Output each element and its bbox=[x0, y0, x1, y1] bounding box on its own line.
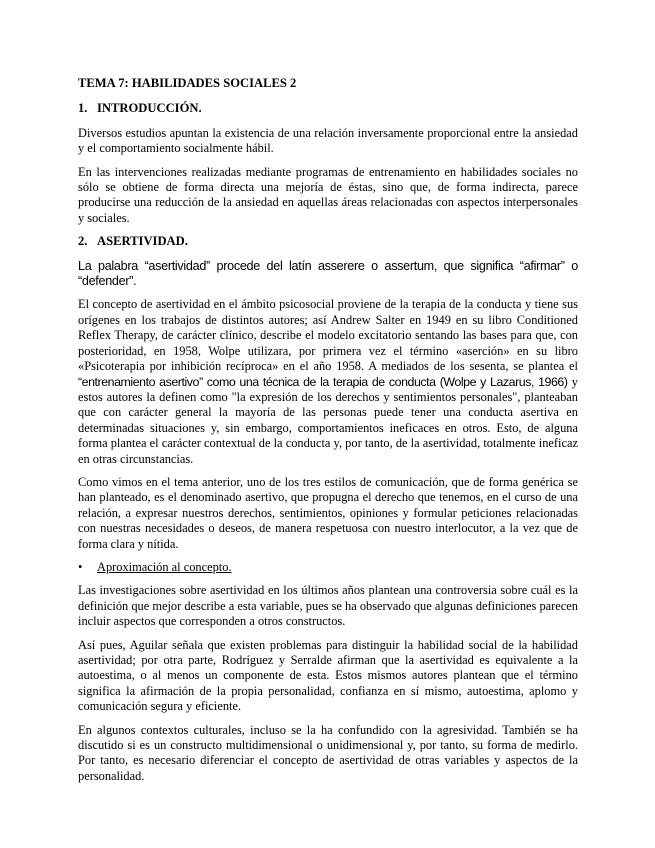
bullet-symbol: • bbox=[78, 559, 83, 574]
text-span: y estos autores la definen como "la expresión de los derechos y sentimientos personales", planteaban que con carácter general la mayoría de las personas puede tener una conducta asertiva en determinadas situaciones y, sin embargo, comportamientos ineficaces en otros. Esto, de alguna forma plantea el carácter contextual de la conducta y, por tanto, de la asertividad, totalmente ineficaz en otras circunstancias. bbox=[78, 374, 578, 466]
bullet-item bbox=[78, 560, 578, 575]
paragraph: En algunos contextos culturales, incluso se la ha confundido con la agresividad. También se ha discutido si es un constructo multidimensional o unidimensional y, por tanto, su forma de medirlo. Por tanto, es necesario diferenciar el concepto de asertividad de otras variables y aspectos de la personalidad. bbox=[78, 722, 578, 783]
document-body bbox=[78, 76, 578, 792]
paragraph: Como vimos en el tema anterior, uno de los tres estilos de comunicación, que de forma genérica se han planteado, es el denominado asertivo, que propugna el derecho que tenemos, en el curso de una relación, a expresar nuestros derechos, sentimientos, opiniones y formular peticiones relacionadas con nuestras necesidades o deseos, de manera respetuosa con nuestro interlocutor, a la vez que de forma clara y nítida. bbox=[78, 474, 578, 551]
text-span: El concepto de asertividad en el ámbito psicosocial proviene de la terapia de la conducta y tiene sus orígenes en los trabajos de distintos autores; así Andrew Salter en 1949 en su libro Conditioned Reflex Therapy, de carácter clínico, describe el modelo excitatorio sentando las bases para que, con posterioridad, en 1958, Wolpe utilizara, por primera vez el término «aserción» en su libro «Psicoterapia por inhibición recíproca» en el año 1958. A mediados de los sesenta, se plantea el bbox=[78, 297, 578, 374]
text-span-condensed: “entrenamiento asertivo” como una técnica de la terapia de conducta (Wolpe y Lazarus, 1966) bbox=[78, 374, 568, 389]
section-title: ASERTIVIDAD. bbox=[97, 234, 188, 249]
document-title: TEMA 7: HABILIDADES SOCIALES 2 bbox=[78, 76, 297, 90]
section-title: INTRODUCCIÓN. bbox=[97, 101, 202, 116]
paragraph-etymology: La palabra “asertividad” procede del latín asserere o assertum, que significa “afirmar” o “defender”. bbox=[78, 258, 578, 289]
paragraph-concept-origin bbox=[78, 297, 578, 466]
paragraph: Diversos estudios apuntan la existencia de una relación inversamente proporcional entre la ansiedad y el comportamiento socialmente hábil. bbox=[78, 125, 578, 156]
paragraph: Así pues, Aguilar señala que existen problemas para distinguir la habilidad social de la habilidad asertividad; por otra parte, Rodríguez y Serralde afirman que la asertividad es equivalente a la autoestima, o al menos un componente de esta. Estos mismos autores plantean que el término significa la afirmación de la propia personalidad, confianza en sí mismo, autoestima, aplomo y comunicación segura y eficiente. bbox=[78, 637, 578, 714]
bullet-label: Aproximación al concepto. bbox=[97, 559, 232, 574]
paragraph: En las intervenciones realizadas mediante programas de entrenamiento en habilidades sociales no sólo se obtiene de forma directa una mejoría de éstas, sino que, de forma indirecta, parece producirse una reducción de la ansiedad en aquellas áreas relacionadas con aspectos interpersonales y sociales. bbox=[78, 164, 578, 225]
section-heading-introduccion bbox=[78, 101, 578, 116]
paragraph: Las investigaciones sobre asertividad en los últimos años plantean una controversia sobre cuál es la definición que mejor describe a esta variable, pues se ha observado que algunas definiciones parecen incluir aspectos que corresponden a otros constructos. bbox=[78, 583, 578, 629]
section-number: 2. bbox=[78, 234, 88, 249]
section-heading-asertividad bbox=[78, 234, 578, 249]
section-number: 1. bbox=[78, 101, 88, 116]
